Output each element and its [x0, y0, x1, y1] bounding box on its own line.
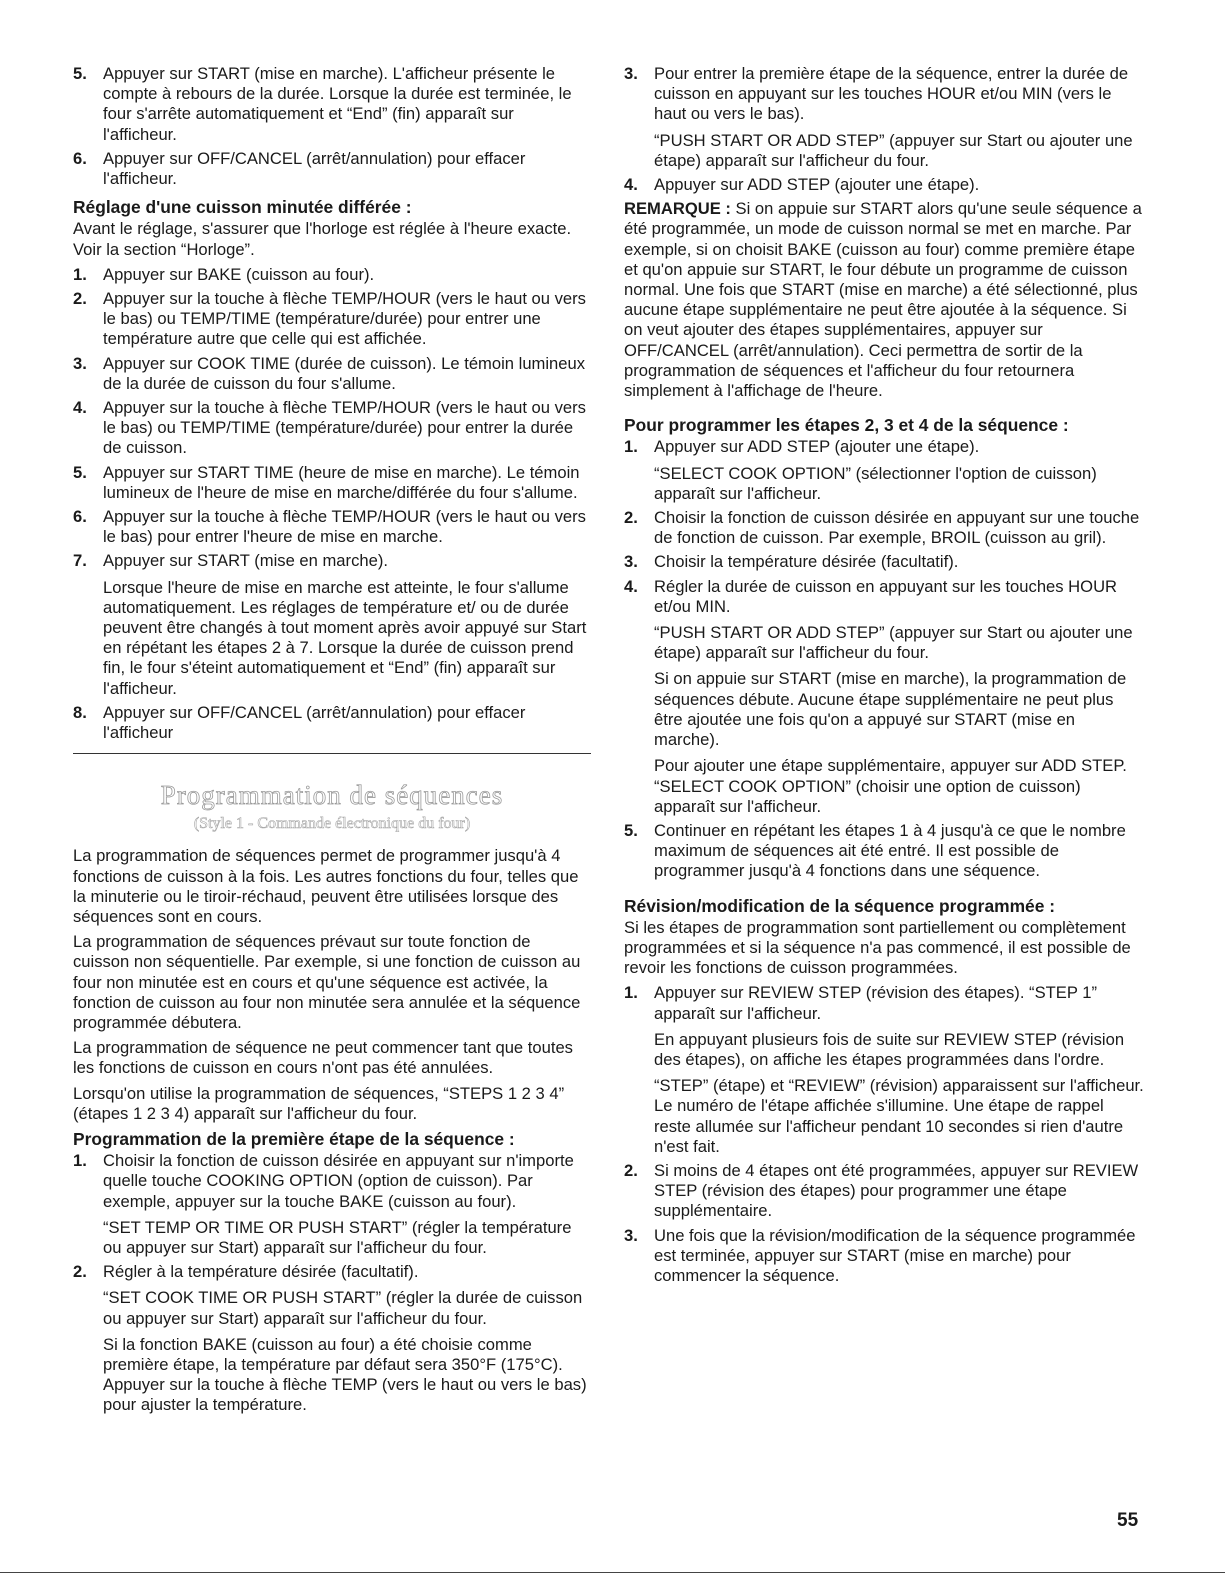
continued-list [624, 64, 1144, 195]
item-text: “STEP” (étape) et “REVIEW” (révision) apparaissent sur l'afficheur. Le numéro de l'étape affichée s'illumine. Une étape de rappel reste allumée sur l'afficheur pendant 10 secondes si rien d'autre n'est fait. [654, 1076, 1144, 1156]
item-number: 4. [624, 576, 638, 596]
section-subtitle: (Style 1 - Commande électronique du four) [193, 815, 471, 833]
item-text: Appuyer sur START (mise en marche). [103, 551, 388, 571]
left-column [73, 64, 591, 1420]
item-text: Appuyer sur la touche à flèche TEMP/HOUR (vers le haut ou vers le bas) pour entrer l'heure de mise en marche. [103, 507, 586, 547]
item-number: 2. [624, 1160, 638, 1180]
item-text: Pour entrer la première étape de la séquence, entrer la durée de cuisson en appuyant sur les touches HOUR et/ou MIN (vers le haut ou vers le bas). [654, 64, 1129, 124]
item-text: Choisir la fonction de cuisson désirée en appuyant sur n'importe quelle touche COOKING OPTION (option de cuisson). Par exemple, appuyer sur la touche BAKE (cuisson au four). [103, 1151, 574, 1211]
list-item [624, 437, 1144, 504]
section-divider [73, 753, 591, 754]
item-number: 5. [73, 64, 87, 83]
page-bottom-rule [0, 1572, 1225, 1573]
item-text: “PUSH START OR ADD STEP” (appuyer sur Start ou ajouter une étape) apparaît sur l'afficheur du four. [654, 623, 1133, 663]
item-text: Appuyer sur la touche à flèche TEMP/HOUR (vers le haut ou vers le bas) ou TEMP/TIME (température/durée) pour entrer une température autre que celle qui est affichée. [103, 289, 586, 349]
item-number: 5. [73, 462, 87, 482]
item-number: 2. [73, 1262, 87, 1282]
item-text: Appuyer sur la touche à flèche TEMP/HOUR (vers le haut ou vers le bas) ou TEMP/TIME (température/durée) pour entrer la durée de cuisson. [103, 398, 586, 458]
section-title: Programmation de séquences [160, 780, 504, 811]
list-item [73, 507, 591, 547]
list-item [73, 398, 591, 459]
item-text: “SET TEMP OR TIME OR PUSH START” (régler la température ou appuyer sur Start) apparaît sur l'afficheur du four. [103, 1217, 572, 1257]
item-text: Appuyer sur OFF/CANCEL (arrêt/annulation) pour effacer l'afficheur [103, 702, 526, 743]
item-text: Appuyer sur REVIEW STEP (révision des étapes). “STEP 1” apparaît sur l'afficheur. [654, 983, 1097, 1023]
item-text: Si on appuie sur START (mise en marche), la programmation de séquences débute. Aucune étape supplémentaire ne peut plus être ajoutée une fois qu'on a appuyé sur START (mise en marche). [654, 669, 1127, 750]
item-text: Pour ajouter une étape supplémentaire, appuyer sur ADD STEP. “SELECT COOK OPTION” (choisir une option de cuisson) apparaît sur l'afficheur. [654, 756, 1127, 816]
item-number: 3. [624, 64, 638, 83]
item-number: 5. [624, 820, 638, 840]
item-text: “SELECT COOK OPTION” (sélectionner l'option de cuisson) apparaît sur l'afficheur. [654, 463, 1097, 503]
item-number: 1. [624, 983, 638, 1003]
item-text: Choisir la fonction de cuisson désirée en appuyant sur une touche de fonction de cuisson. Par exemple, BROIL (cuisson au gril). [654, 508, 1140, 548]
item-text: Régler à la température désirée (facultatif). [103, 1262, 419, 1282]
list-item [624, 983, 1144, 1157]
item-number: 4. [624, 175, 638, 195]
delayed-cooking-heading: Réglage d'une cuisson minutée différée : [73, 197, 412, 218]
intro-list [73, 64, 591, 189]
list-item [73, 354, 591, 394]
list-item [624, 552, 1144, 572]
steps-heading: Pour programmer les étapes 2, 3 et 4 de la séquence : [624, 415, 1069, 436]
item-text: “PUSH START OR ADD STEP” (appuyer sur Start ou ajouter une étape) apparaît sur l'afficheur du four. [654, 130, 1133, 170]
first-step-list [73, 1151, 591, 1415]
item-number: 1. [624, 437, 638, 457]
list-item [73, 64, 591, 145]
item-text: Appuyer sur ADD STEP (ajouter une étape). [654, 175, 980, 195]
item-number: 1. [73, 1151, 87, 1171]
item-number: 7. [73, 551, 87, 571]
item-number: 8. [73, 702, 87, 722]
list-item [73, 1262, 591, 1415]
list-item [624, 64, 1144, 171]
remark-text: Si on appuie sur START alors qu'une seule séquence a été programmée, un mode de cuisson normal se met en marche. Par exemple, si on choisit BAKE (cuisson au four) comme première étape et qu'on appuie sur START, le four débute un programme de cuisson normal. Une fois que START (mise en marche) a été sélectionné, plus aucune étape supplémentaire ne peut être ajoutée à la séquence. Si on veut ajouter des étapes supplémentaires, appuyer sur OFF/CANCEL (arrêt/annulation). Ceci permettra de sortir de la programmation de séquences et l'afficheur du four retournera simplement à l'affichage de l'heure. [624, 199, 1142, 401]
item-number: 6. [73, 507, 87, 527]
page-number: 55 [1117, 1510, 1139, 1531]
item-text: Appuyer sur START (mise en marche). L'afficheur présente le compte à rebours de la durée. Lorsque la durée est terminée, le four s'arrête automatiquement et “End” (fin) apparaît sur l'afficheur. [103, 64, 572, 144]
list-item [73, 289, 591, 350]
list-item [624, 175, 1144, 195]
list-item [73, 703, 591, 743]
list-item [624, 1226, 1144, 1287]
list-item [624, 577, 1144, 817]
item-number: 2. [73, 289, 87, 309]
section-paragraph: Lorsqu'on utilise la programmation de séquences, “STEPS 1 2 3 4” (étapes 1 2 3 4) apparaît sur l'afficheur du four. [73, 1083, 565, 1123]
list-item [624, 821, 1144, 882]
item-number: 3. [624, 552, 638, 572]
item-text: Appuyer sur BAKE (cuisson au four). [103, 264, 375, 284]
item-text: Si moins de 4 étapes ont été programmées, appuyer sur REVIEW STEP (révision des étapes) pour programmer une étape supplémentaire. [654, 1160, 1139, 1221]
item-text: Appuyer sur OFF/CANCEL (arrêt/annulation) pour effacer l'afficheur. [103, 148, 526, 189]
item-text: Continuer en répétant les étapes 1 à 4 jusqu'à ce que le nombre maximum de séquences ait été entré. Il est possible de programmer jusqu'à 4 fonctions dans une séquence. [654, 820, 1126, 881]
item-text: Une fois que la révision/modification de la séquence programmée est terminée, appuyer sur START (mise en marche) pour commencer la séquence. [654, 1225, 1136, 1285]
remark-paragraph [624, 199, 1144, 401]
list-item [73, 265, 591, 285]
delayed-cooking-intro: Avant le réglage, s'assurer que l'horloge est réglée à l'heure exacte. Voir la section “Horloge”. [73, 219, 572, 259]
item-number: 1. [73, 264, 87, 284]
list-item [73, 551, 591, 698]
review-list [624, 983, 1144, 1286]
right-column [624, 64, 1144, 1290]
item-number: 6. [73, 148, 87, 168]
item-text: Lorsque l'heure de mise en marche est atteinte, le four s'allume automatiquement. Les réglages de température et/ ou de durée peuvent être changés à tout moment après avoir appuyé sur Start en répétant les étapes 2 à 7. Lorsque la durée de cuisson prend fin, le four s'éteint automatiquement et “End” (fin) apparaît sur l'afficheur. [103, 577, 587, 698]
list-item [624, 1161, 1144, 1222]
item-text: Appuyer sur COOK TIME (durée de cuisson). Le témoin lumineux de la durée de cuisson du four s'allume. [103, 353, 586, 393]
list-item [73, 149, 591, 189]
steps-list [624, 437, 1144, 881]
review-intro: Si les étapes de programmation sont partiellement ou complètement programmées et si la séquence n'a pas commencé, il est possible de revoir les fonctions de cuisson programmées. [624, 917, 1131, 978]
section-paragraph: La programmation de séquences prévaut sur toute fonction de cuisson non séquentielle. Par exemple, si une fonction de cuisson au four non minutée est en cours et qu'une séquence est activée, la fonction de cuisson au four non minutée sera annulée et la séquence programmée débutera. [73, 932, 581, 1032]
item-number: 2. [624, 508, 638, 528]
item-text: En appuyant plusieurs fois de suite sur REVIEW STEP (révision des étapes), on affiche les étapes programmées dans l'ordre. [654, 1029, 1125, 1069]
item-text: Régler la durée de cuisson en appuyant sur les touches HOUR et/ou MIN. [654, 576, 1118, 616]
item-number: 3. [624, 1225, 638, 1245]
delayed-cooking-list [73, 265, 591, 743]
remark-label: REMARQUE : [624, 199, 731, 219]
section-paragraph: La programmation de séquence ne peut commencer tant que toutes les fonctions de cuisson en cours n'ont pas été annulées. [73, 1038, 573, 1078]
item-text: Appuyer sur START TIME (heure de mise en marche). Le témoin lumineux de l'heure de mise en marche/différée du four s'allume. [103, 462, 580, 502]
review-heading: Révision/modification de la séquence programmée : [624, 895, 1056, 916]
item-text: Si la fonction BAKE (cuisson au four) a été choisie comme première étape, la température par défaut sera 350°F (175°C). Appuyer sur la touche à flèche TEMP (vers le haut ou vers le bas) pour ajuster la température. [103, 1334, 587, 1415]
list-item [73, 463, 591, 503]
list-item [73, 1151, 591, 1258]
item-number: 3. [73, 353, 87, 373]
list-item [624, 508, 1144, 548]
section-paragraph: La programmation de séquences permet de programmer jusqu'à 4 fonctions de cuisson à la fois. Les autres fonctions du four, telles que la minuterie ou le tiroir-réchaud, peuvent être utilisées lorsque des séquences sont en cours. [73, 846, 579, 926]
item-text: “SET COOK TIME OR PUSH START” (régler la durée de cuisson ou appuyer sur Start) apparaît sur l'afficheur du four. [103, 1288, 583, 1328]
item-text: Appuyer sur ADD STEP (ajouter une étape). [654, 437, 980, 457]
first-step-heading: Programmation de la première étape de la séquence : [73, 1128, 515, 1149]
item-text: Choisir la température désirée (facultatif). [654, 552, 959, 572]
item-number: 4. [73, 398, 87, 418]
